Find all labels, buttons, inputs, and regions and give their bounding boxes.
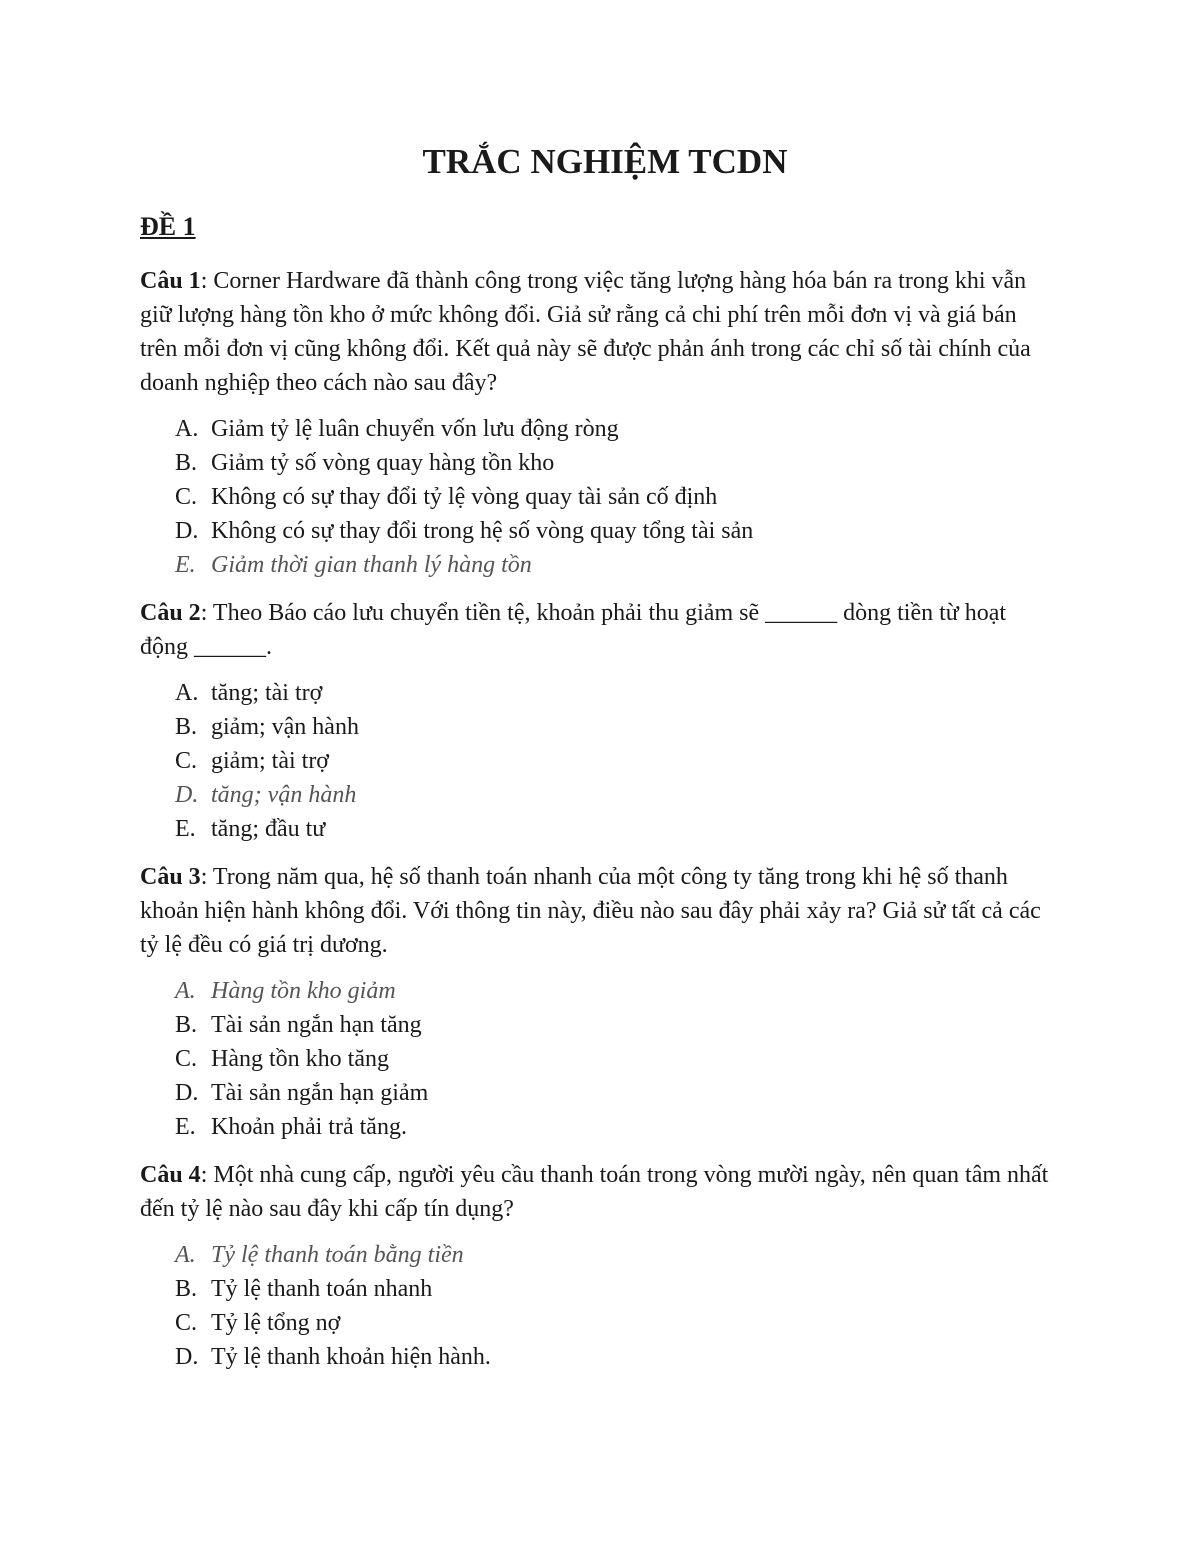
- option-b: [175, 1008, 1060, 1042]
- option-text: giảm; tài trợ: [211, 748, 329, 774]
- option-c: [175, 480, 1060, 514]
- option-text: tăng; tài trợ: [211, 680, 323, 706]
- option-letter: D.: [175, 1080, 199, 1106]
- question-3: [140, 860, 1060, 1144]
- option-text: Không có sự thay đổi trong hệ số vòng quay tổng tài sản: [211, 518, 754, 544]
- option-letter: C.: [175, 748, 198, 774]
- option-c: [175, 1042, 1060, 1076]
- option-text: Tài sản ngắn hạn giảm: [211, 1080, 429, 1106]
- option-text: tăng; vận hành: [211, 782, 357, 808]
- option-text: Tỷ lệ thanh toán bằng tiền: [211, 1242, 464, 1268]
- option-text: Hàng tồn kho giảm: [211, 978, 396, 1004]
- option-text: Tỷ lệ thanh khoản hiện hành.: [211, 1344, 491, 1370]
- option-list: [140, 412, 1060, 582]
- option-e: [175, 812, 1060, 846]
- option-a: [175, 974, 1060, 1008]
- option-list: [140, 1238, 1060, 1374]
- document-page: [140, 140, 1060, 1388]
- option-e: [175, 548, 1060, 582]
- question-text: : Theo Báo cáo lưu chuyển tiền tệ, khoản phải thu giảm sẽ ______ dòng tiền từ hoạt động ______.: [140, 600, 1007, 660]
- option-letter: D.: [175, 782, 199, 808]
- question-4: [140, 1158, 1060, 1374]
- question-label: Câu 2: [140, 600, 201, 626]
- option-b: [175, 1272, 1060, 1306]
- option-letter: B.: [175, 1012, 198, 1038]
- option-letter: D.: [175, 518, 199, 544]
- option-letter: C.: [175, 1310, 198, 1336]
- question-stem: [140, 596, 1055, 664]
- question-1: [140, 264, 1060, 582]
- option-text: Tỷ lệ thanh toán nhanh: [211, 1276, 433, 1302]
- option-letter: A.: [175, 1242, 196, 1268]
- question-label: Câu 3: [140, 864, 201, 890]
- question-stem: [140, 1158, 1055, 1226]
- option-letter: B.: [175, 714, 198, 740]
- document-title: TRẮC NGHIỆM TCDN: [422, 142, 788, 181]
- section-heading: ĐỀ 1: [140, 212, 196, 241]
- option-letter: E.: [175, 552, 196, 578]
- option-letter: B.: [175, 1276, 198, 1302]
- option-letter: A.: [175, 978, 196, 1004]
- option-d: [175, 1076, 1060, 1110]
- option-a: [175, 412, 1060, 446]
- option-letter: C.: [175, 484, 198, 510]
- option-text: Tỷ lệ tổng nợ: [211, 1310, 341, 1336]
- option-letter: A.: [175, 416, 199, 442]
- option-c: [175, 744, 1060, 778]
- question-stem: [140, 860, 1055, 962]
- option-d: [175, 514, 1060, 548]
- question-text: : Trong năm qua, hệ số thanh toán nhanh của một công ty tăng trong khi hệ số thanh khoản hiện hành không đổi. Với thông tin này, điều nào sau đây phải xảy ra? Giả sử tất cả các tỷ lệ đều có giá trị dương.: [140, 864, 1041, 958]
- option-c: [175, 1306, 1060, 1340]
- question-label: Câu 4: [140, 1162, 201, 1188]
- option-d: [175, 1340, 1060, 1374]
- option-list: [140, 676, 1060, 846]
- option-text: Tài sản ngắn hạn tăng: [211, 1012, 422, 1038]
- option-letter: B.: [175, 450, 198, 476]
- option-text: Không có sự thay đổi tỷ lệ vòng quay tài sản cố định: [211, 484, 718, 510]
- option-text: Khoản phải trả tăng.: [211, 1114, 407, 1140]
- option-text: tăng; đầu tư: [211, 816, 326, 842]
- option-text: Giảm tỷ số vòng quay hàng tồn kho: [211, 450, 555, 476]
- option-a: [175, 676, 1060, 710]
- option-letter: A.: [175, 680, 199, 706]
- option-text: Giảm thời gian thanh lý hàng tồn: [211, 552, 532, 578]
- question-2: [140, 596, 1060, 846]
- option-e: [175, 1110, 1060, 1144]
- option-a: [175, 1238, 1060, 1272]
- question-text: : Corner Hardware đã thành công trong việc tăng lượng hàng hóa bán ra trong khi vẫn giữ lượng hàng tồn kho ở mức không đổi. Giả sử rằng cả chi phí trên mỗi đơn vị và giá bán trên mỗi đơn vị cũng không đổi. Kết quả này sẽ được phản ánh trong các chỉ số tài chính của doanh nghiệp theo cách nào sau đây?: [140, 268, 1031, 396]
- option-letter: C.: [175, 1046, 198, 1072]
- option-letter: E.: [175, 816, 196, 842]
- question-text: : Một nhà cung cấp, người yêu cầu thanh toán trong vòng mười ngày, nên quan tâm nhất đến tỷ lệ nào sau đây khi cấp tín dụng?: [140, 1162, 1049, 1222]
- question-label: Câu 1: [140, 268, 201, 294]
- option-text: Giảm tỷ lệ luân chuyển vốn lưu động ròng: [211, 416, 619, 442]
- option-letter: D.: [175, 1344, 199, 1370]
- option-list: [140, 974, 1060, 1144]
- question-stem: [140, 264, 1055, 400]
- option-text: Hàng tồn kho tăng: [211, 1046, 389, 1072]
- option-d: [175, 778, 1060, 812]
- option-letter: E.: [175, 1114, 196, 1140]
- option-b: [175, 710, 1060, 744]
- option-b: [175, 446, 1060, 480]
- option-text: giảm; vận hành: [211, 714, 359, 740]
